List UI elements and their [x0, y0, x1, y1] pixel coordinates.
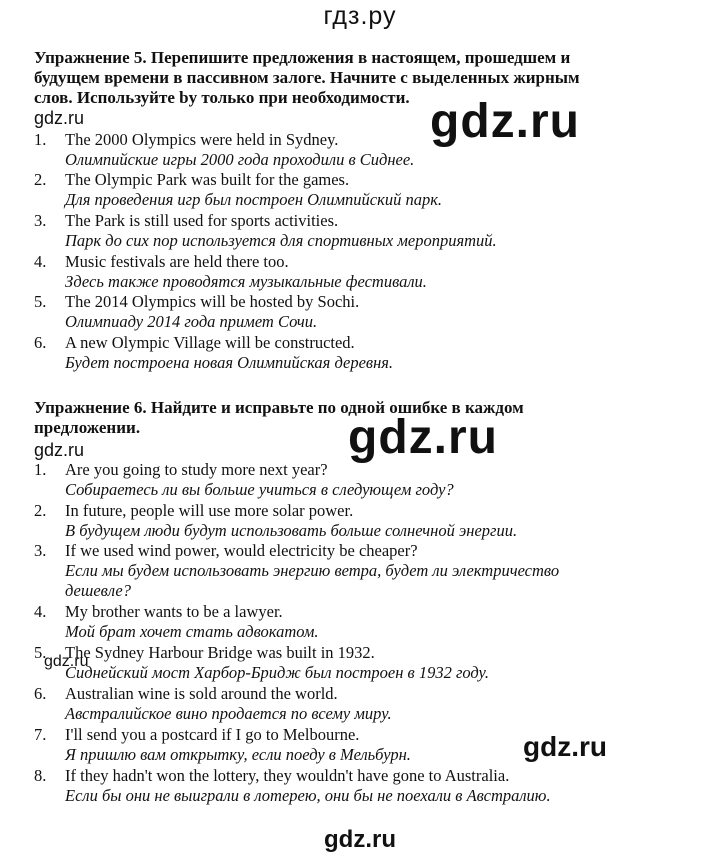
- heading-line: будущем времени в пассивном залоге. Начните с выделенных жирным: [34, 68, 580, 87]
- item-sentence: If they hadn't won the lottery, they wouldn't have gone to Australia.: [65, 766, 510, 785]
- item-sentence: Are you going to study more next year?: [65, 460, 328, 479]
- list-item: [34, 333, 694, 373]
- watermark-small: gdz.ru: [44, 653, 89, 670]
- item-number: 1.: [34, 130, 47, 149]
- site-label: гдз.ру: [323, 2, 397, 30]
- item-translation: Парк до сих пор используется для спортивных мероприятий.: [65, 231, 497, 250]
- item-translation: Здесь также проводятся музыкальные фестивали.: [65, 272, 427, 291]
- item-sentence: In future, people will use more solar power.: [65, 501, 354, 520]
- list-item: [34, 170, 694, 211]
- list-item: [34, 460, 714, 501]
- item-sentence: The Olympic Park was built for the games.: [65, 170, 350, 189]
- item-translation: В будущем люди будут использовать больше солнечной энергии.: [65, 521, 518, 540]
- list-item: [34, 541, 714, 602]
- item-number: 2.: [34, 501, 47, 520]
- item-sentence: Music festivals are held there too.: [65, 252, 289, 271]
- watermark-bottom: gdz.ru: [324, 826, 396, 853]
- item-translation: Для проведения игр был построен Олимпийский парк.: [65, 190, 443, 209]
- item-number: 5.: [34, 292, 47, 311]
- heading-line: Упражнение 5. Перепишите предложения в настоящем, прошедшем и: [34, 48, 571, 67]
- item-translation: Австралийское вино продается по всему миру.: [65, 704, 392, 723]
- item-number: 6.: [34, 684, 47, 703]
- list-item: [34, 684, 714, 725]
- item-translation: Если мы будем использовать энергию ветра, будет ли электричество: [65, 561, 560, 580]
- list-item: [34, 130, 694, 170]
- list-item: [34, 292, 694, 333]
- watermark-large: gdz.ru: [430, 95, 580, 148]
- item-sentence: If we used wind power, would electricity be cheaper?: [65, 541, 418, 560]
- item-number: 6.: [34, 333, 47, 352]
- watermark-small: gdz.ru: [34, 440, 85, 460]
- watermark-medium: gdz.ru: [523, 731, 607, 762]
- item-translation: Я пришлю вам открытку, если поеду в Мельбурн.: [65, 745, 411, 764]
- item-number: 4.: [34, 252, 47, 271]
- item-number: 3.: [34, 541, 47, 560]
- heading-line: Упражнение 6. Найдите и исправьте по одной ошибке в каждом: [34, 398, 524, 417]
- item-translation: Сиднейский мост Харбор-Бридж был построен в 1932 году.: [65, 663, 489, 682]
- item-sentence: The 2014 Olympics will be hosted by Sochi.: [65, 292, 360, 311]
- exercise-5-list: [34, 130, 694, 373]
- list-item: [34, 643, 714, 684]
- heading-line: предложении.: [34, 418, 141, 437]
- item-number: 3.: [34, 211, 47, 230]
- list-item: [34, 602, 714, 643]
- item-sentence: The 2000 Olympics were held in Sydney.: [65, 130, 339, 149]
- item-sentence: The Park is still used for sports activities.: [65, 211, 339, 230]
- watermark-small: gdz.ru: [34, 108, 85, 128]
- item-translation: Олимпиаду 2014 года примет Сочи.: [65, 312, 318, 331]
- item-number: 5.: [34, 643, 47, 662]
- item-sentence: My brother wants to be a lawyer.: [65, 602, 283, 621]
- list-item: [34, 252, 694, 292]
- item-sentence: A new Olympic Village will be constructed.: [65, 333, 355, 352]
- item-sentence: Australian wine is sold around the world.: [65, 684, 338, 703]
- item-translation: Олимпийские игры 2000 года проходили в Сиднее.: [65, 150, 415, 169]
- watermark-large: gdz.ru: [348, 411, 498, 464]
- item-translation: Собираетесь ли вы больше учиться в следующем году?: [65, 480, 454, 499]
- list-item: [34, 501, 714, 541]
- item-number: 2.: [34, 170, 47, 189]
- item-translation: Мой брат хочет стать адвокатом.: [65, 622, 319, 641]
- heading-line: слов. Используйте by только при необходимости.: [34, 88, 410, 107]
- item-number: 8.: [34, 766, 47, 785]
- exercise-6-list: [34, 460, 714, 807]
- item-number: 4.: [34, 602, 47, 621]
- item-translation: Если бы они не выиграли в лотерею, они бы не поехали в Австралию.: [65, 786, 551, 805]
- item-number: 1.: [34, 460, 47, 479]
- item-translation: Будет построена новая Олимпийская деревня.: [65, 353, 394, 372]
- list-item: [34, 211, 694, 252]
- item-translation: дешевле?: [65, 581, 131, 600]
- item-sentence: I'll send you a postcard if I go to Melbourne.: [65, 725, 360, 744]
- exercise-5-heading: [34, 48, 694, 108]
- list-item: [34, 766, 714, 807]
- list-item: [34, 725, 714, 766]
- item-sentence: The Sydney Harbour Bridge was built in 1932.: [65, 643, 375, 662]
- item-number: 7.: [34, 725, 47, 744]
